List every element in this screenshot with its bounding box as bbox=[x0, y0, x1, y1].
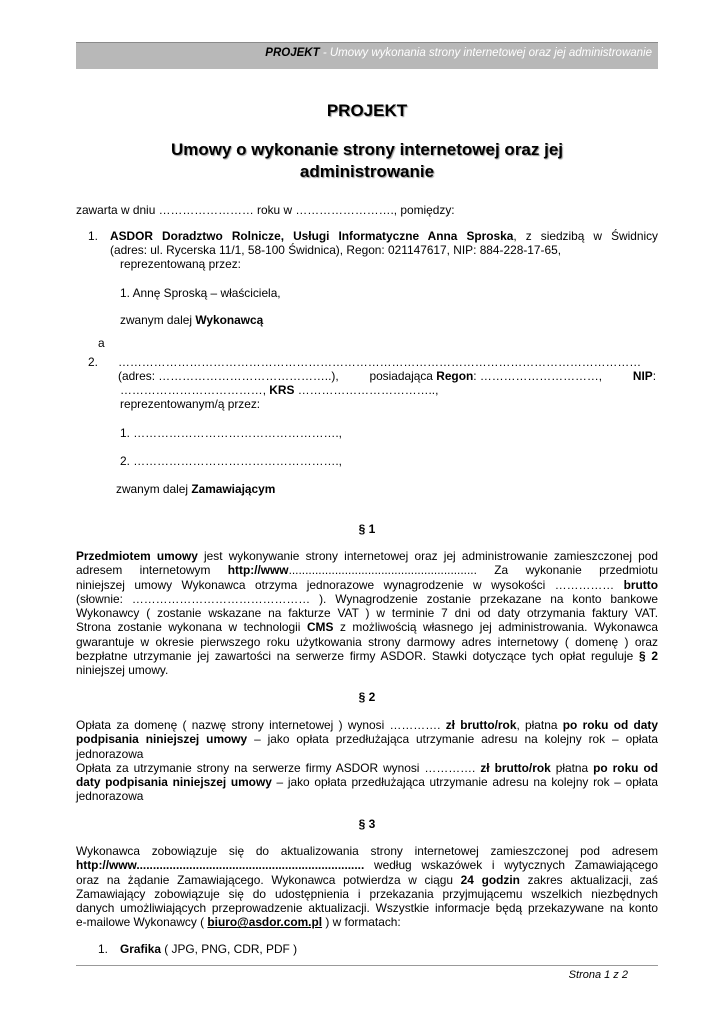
s2-line4-c: płatna bbox=[550, 760, 594, 775]
s3-line6-a: e-mailowe Wykonawcy ( bbox=[76, 915, 208, 930]
party1-line2: (adres: ul. Rycerska 11/1, 58-100 Świdnica), Regon: 021147617, NIP: 884-228-17-65, bbox=[110, 243, 562, 257]
s1-line2 bbox=[76, 563, 658, 577]
s3-line3-c: zakres aktualizacji, zaś bbox=[519, 872, 658, 887]
s1-line1-text: jest wykonywanie strony internetowej oraz jej administrowanie zamieszczonej pod bbox=[197, 549, 658, 563]
s1-line6 bbox=[76, 620, 658, 634]
s3-hours-bold: 24 godzin bbox=[460, 872, 520, 887]
s3-line1: Wykonawca zobowiązuje się do aktualizowania strony internetowej zamieszczonej pod adresem bbox=[76, 844, 658, 858]
s3-line3-a: oraz na żądanie Zamawiającego. Wykonawca potwierdza w ciągu bbox=[76, 872, 461, 887]
s2-price2-bold: zł brutto/rok bbox=[480, 760, 551, 775]
s1-line3 bbox=[76, 578, 658, 592]
page-header-bar bbox=[76, 42, 658, 69]
s1-line2-c: ......................................................... Za wykonanie przedmiotu bbox=[288, 563, 658, 578]
party2-rep2: 2. ……………………………………………., bbox=[120, 454, 342, 468]
party1-number: 1. bbox=[88, 229, 98, 243]
document-title: PROJEKT bbox=[326, 101, 408, 120]
section-2-heading: § 2 bbox=[358, 690, 376, 704]
s3-line6-c: ) w formatach: bbox=[322, 915, 401, 930]
s2-line4 bbox=[76, 761, 658, 775]
s3-url-bold: http://www..................................................................... bbox=[76, 858, 365, 873]
s1-line5: Wykonawcy ( zostanie wskazane na fakturze VAT ) w terminie 7 dni od daty otrzymania faktury VAT. bbox=[76, 606, 658, 621]
s1-line6-c: z możliwością własnego jej administrowania. Wykonawca bbox=[333, 620, 658, 635]
s2-price-bold: zł brutto/rok bbox=[445, 718, 517, 732]
party2-nip-value: ………………………………, bbox=[120, 383, 270, 397]
s1-brutto-bold: brutto bbox=[623, 577, 658, 592]
party2-line2 bbox=[118, 369, 656, 383]
s2-line5-b: – jako opłata przedłużająca utrzymanie adresu na kolejny rok – opłata bbox=[271, 775, 659, 790]
s1-cms-bold: CMS bbox=[306, 620, 334, 635]
document-subtitle bbox=[76, 139, 658, 183]
s3-item-rest: ( JPG, PNG, CDR, PDF ) bbox=[160, 942, 298, 956]
s2-line2-b: – jako opłata przedłużająca utrzymanie adresu na kolejny rok – opłata bbox=[247, 732, 658, 747]
email-link[interactable]: biuro@asdor.com.pl bbox=[207, 915, 323, 930]
s3-line4: Zamawiający zobowiązuje się do udostępnienia i przekazania przyjmującemu wszelkich niezbędnych bbox=[76, 886, 658, 901]
s1-line6-a: Strona zostanie wykonana w technologii bbox=[76, 620, 307, 635]
party1-representative: 1. Annę Sproską – właściciela, bbox=[120, 286, 281, 300]
party2-rep1: 1. ……………………………………………., bbox=[120, 426, 342, 440]
party2-number: 2. bbox=[88, 355, 98, 369]
section-2-body bbox=[76, 718, 658, 804]
s1-subject-bold: Przedmiotem umowy bbox=[76, 549, 198, 563]
party1-line3: reprezentowaną przez: bbox=[120, 257, 241, 271]
s3-line2 bbox=[76, 858, 658, 872]
s3-line6 bbox=[76, 915, 658, 929]
page-number: Strona 1 z 2 bbox=[568, 969, 628, 981]
s1-line8-a: bezpłatne utrzymanie jej zawartości na serwerze firmy ASDOR. Stawki dotyczące tych opłat reguluje bbox=[76, 649, 640, 664]
party2-line1: …………………………………………………………………………………………………………………… bbox=[118, 355, 642, 369]
s2-line5 bbox=[76, 775, 658, 789]
party2-nip-colon: : bbox=[652, 369, 656, 383]
party1-line1-rest: , z siedzibą w Świdnicy bbox=[513, 229, 658, 243]
s1-line3-a: niniejszej umowy Wykonawca otrzyma jednorazowe wynagrodzenie w wysokości …………… bbox=[76, 577, 624, 592]
s3-line2-b: według wskazówek i wytycznych Zamawiającego bbox=[364, 858, 658, 873]
s1-ref-bold: § 2 bbox=[639, 649, 658, 664]
subtitle-line-1: Umowy o wykonanie strony internetowej oraz jej bbox=[170, 140, 564, 159]
s1-url-bold: http://www bbox=[227, 563, 289, 578]
and-word: a bbox=[98, 336, 105, 350]
s2-line6: jednorazowa bbox=[76, 789, 144, 804]
s2-line3: jednorazowa bbox=[76, 746, 144, 761]
s1-line8 bbox=[76, 649, 658, 663]
s3-list-item bbox=[120, 942, 297, 956]
s3-line3 bbox=[76, 873, 658, 887]
party1-called-pre: zwanym dalej bbox=[120, 313, 196, 327]
party2-nip bbox=[633, 369, 656, 383]
party1-called bbox=[120, 313, 263, 327]
party1-called-bold: Wykonawcą bbox=[195, 313, 264, 327]
party2-regon-label: Regon bbox=[436, 369, 474, 383]
header-bold: PROJEKT bbox=[265, 47, 320, 59]
party2-regon bbox=[369, 369, 602, 383]
section-3-body bbox=[76, 844, 658, 930]
s1-line2-a: adresem internetowym bbox=[76, 563, 228, 578]
party2-krs-label: KRS bbox=[269, 383, 295, 397]
s2-line4-a: Opłata za utrzymanie strony na serwerze firmy ASDOR wynosi …………. bbox=[76, 760, 481, 775]
s2-line1-c: , płatna bbox=[516, 718, 563, 732]
s3-item-bold: Grafika bbox=[120, 942, 161, 956]
s3-list-item-number: 1. bbox=[98, 942, 108, 956]
party1-name: ASDOR Doradztwo Rolnicze, Usługi Informatyczne Anna Sproska bbox=[110, 229, 514, 243]
s1-line7: gwarantuje w okresie pierwszego roku użytkowania strony darmowy adres internetowy ( domenę ) oraz bbox=[76, 634, 658, 649]
section-1-body bbox=[76, 549, 658, 678]
footer-divider bbox=[76, 965, 658, 966]
section-1-heading: § 1 bbox=[358, 522, 376, 536]
party2-line4: reprezentowanym/ą przez: bbox=[120, 397, 261, 411]
page-header-text bbox=[265, 47, 652, 59]
s2-line5-a: daty podpisania niniejszej umowy bbox=[76, 775, 272, 790]
s2-line1 bbox=[76, 718, 658, 732]
s1-line9: niniejszej umowy. bbox=[76, 663, 169, 678]
party2-regon-value: : …………………………, bbox=[473, 369, 603, 383]
party2-nip-label: NIP bbox=[632, 369, 653, 383]
party2-krs-value: …………………………….., bbox=[294, 383, 439, 397]
party2-address: (adres: ……………………………………..), bbox=[118, 369, 339, 383]
party2-called-bold: Zamawiającym bbox=[191, 482, 276, 496]
s2-line4-d: po roku od bbox=[593, 760, 658, 775]
header-rest: - Umowy wykonania strony internetowej oraz jej administrowanie bbox=[319, 47, 652, 59]
party2-called bbox=[116, 482, 275, 496]
s2-line2 bbox=[76, 732, 658, 746]
party2-line3 bbox=[120, 383, 438, 397]
party1-line1 bbox=[110, 229, 658, 243]
s1-line4: (słownie: ……………………………………… ). Wynagrodzenie zostanie przekazane na konto bankowe bbox=[76, 591, 658, 606]
s1-line1 bbox=[76, 549, 658, 563]
party2-regon-pre: posiadająca bbox=[369, 369, 437, 383]
party2-called-pre: zwanym dalej bbox=[116, 482, 192, 496]
s2-line1-d: po roku od daty bbox=[562, 718, 658, 732]
s2-line1-a: Opłata za domenę ( nazwę strony internetowej ) wynosi …………. bbox=[76, 718, 446, 732]
intro-line: zawarta w dniu …………………… roku w ……………………., pomiędzy: bbox=[76, 203, 455, 217]
subtitle-line-2: administrowanie bbox=[299, 162, 435, 181]
s3-line5: danych umożliwiających przeprowadzenie aktualizacji. Wszystkie informacje będą przekazywane na konto bbox=[76, 901, 658, 916]
section-3-heading: § 3 bbox=[358, 817, 376, 831]
s2-line2-a: podpisania niniejszej umowy bbox=[76, 732, 248, 747]
